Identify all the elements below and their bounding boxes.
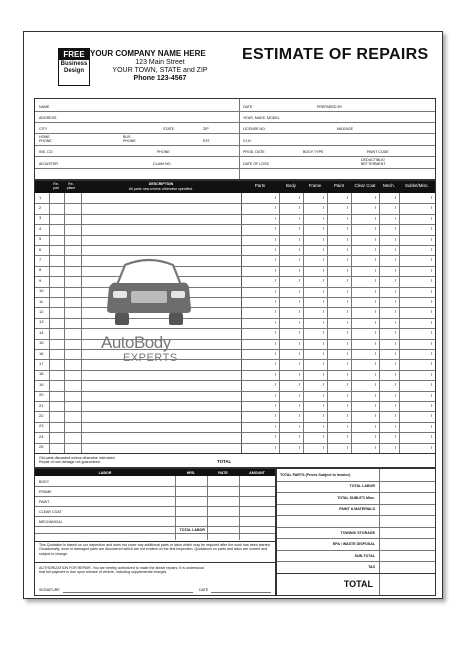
row-number: 20 (39, 392, 44, 398)
mileage-label: MILEAGE (337, 127, 353, 131)
company-address1: 123 Main Street (135, 59, 185, 66)
prod-date-label: PROD. DATE (243, 150, 265, 154)
labor-section (34, 468, 276, 542)
deductible-label: DEDUCTIBLE/ (361, 158, 385, 162)
total-line-field[interactable] (381, 539, 433, 549)
estimate-form (23, 31, 443, 599)
row-number: 2 (39, 204, 42, 210)
name-field[interactable] (55, 103, 235, 110)
col-sublet: Sublet/Misc. (405, 183, 429, 188)
watermark-experts: EXPERTS (123, 352, 178, 364)
paint-code-field[interactable] (393, 148, 433, 155)
labor-row-frame: FRAME (39, 490, 52, 494)
car-icon (103, 251, 195, 333)
row-number: 17 (39, 360, 44, 366)
ins-co-label: INS. CO. (39, 150, 54, 154)
labor-row-paint: PAINT (39, 500, 50, 504)
parts-total-label: TOTAL (217, 459, 232, 464)
parts-note-2: Repair of rust damage not guaranteed. (39, 460, 101, 464)
date-field[interactable] (257, 103, 307, 110)
row-number: 22 (39, 412, 44, 418)
row-number: 5 (39, 236, 42, 242)
labor-row-clear-coat: CLEAR COAT (39, 510, 62, 514)
badge-top: FREE (59, 49, 89, 60)
parts-table (34, 180, 436, 468)
deductible-field[interactable] (393, 159, 433, 167)
col-parts: Parts (254, 183, 266, 188)
row-number: 24 (39, 433, 44, 439)
address-field[interactable] (61, 114, 235, 121)
watermark-autobody: AutoBody (101, 333, 171, 352)
disclaimer-text: This Quotation is based on our inspection and does not cover any additional parts or labor which may be required after the work has been started. Occasionally, worn or damaged parts are discovered which are not evident on the first inspection. Quotations on parts and labor are current and subject to change. (39, 543, 271, 556)
row-number: 11 (39, 298, 44, 304)
city-label: CITY (39, 127, 48, 131)
labor-amount-header: AMOUNT (249, 470, 265, 475)
prod-date-field[interactable] (267, 148, 299, 155)
ins-phone-label: PHONE (157, 150, 170, 154)
authorization-text-1: AUTHORIZATION FOR REPAIR. You are hereby authorized to make the above repairs. It is understood (39, 566, 204, 570)
company-phone: Phone 123-4567 (133, 75, 187, 82)
row-number: 6 (39, 246, 42, 252)
authorization-text-2: that full payment is due upon release of vehicle, including supplemental charges. (39, 570, 168, 574)
total-labor-label: TOTAL LABOR (179, 528, 205, 532)
table-grid (35, 193, 435, 453)
badge-line3: Design (63, 68, 84, 74)
address-label: ADDRESS (39, 116, 57, 120)
row-number: 14 (39, 329, 44, 335)
ins-co-field[interactable] (55, 148, 153, 155)
row-number: 23 (39, 423, 44, 429)
date-label: DATE (243, 105, 253, 109)
disclaimer (34, 541, 276, 563)
total-line-field[interactable] (381, 493, 433, 503)
claim-no-field[interactable] (175, 159, 237, 167)
total-line-label: TOTAL PARTS (Prices Subject to Invoice) (280, 472, 351, 477)
prepared-by-label: PREPARED BY (317, 105, 343, 109)
license-no-field[interactable] (269, 125, 331, 132)
col-frame: Frame (308, 183, 322, 188)
parts-note-1: Old parts discarded unless otherwise instructed. (39, 456, 116, 460)
paint-code-label: PAINT CODE (367, 150, 389, 154)
adjuster-field[interactable] (61, 159, 149, 167)
bus-label: BUS (123, 135, 131, 139)
date-of-loss-field[interactable] (273, 159, 357, 167)
row-number: 1 (39, 194, 42, 200)
total-line-field[interactable] (381, 516, 433, 526)
home-phone-field[interactable] (59, 136, 117, 144)
claim-no-label: CLAIM NO. (153, 162, 172, 166)
row-number: 8 (39, 267, 42, 273)
col-repair: Re- pair (53, 182, 59, 190)
home-phone-label: PHONE (39, 139, 52, 143)
col-clear-coat: Clear Coat (354, 183, 376, 188)
total-line-label: TOWING/ STORAGE (340, 530, 375, 535)
total-line-field[interactable] (381, 528, 433, 538)
ins-phone-field[interactable] (175, 148, 237, 155)
total-line-label: EPA / WASTE DISPOSAL (332, 542, 375, 547)
row-number: 12 (39, 308, 44, 314)
city-field[interactable] (51, 125, 157, 132)
year-make-model-field[interactable] (283, 114, 433, 121)
row-number: 16 (39, 350, 44, 356)
bus-phone-label: PHONE (123, 139, 136, 143)
badge-line2: Business (60, 61, 88, 67)
labor-hrs-header: HRS. (186, 470, 196, 475)
total-line-label: TOTAL LABOR (349, 484, 375, 489)
row-number: 10 (39, 288, 44, 294)
row-number: 25 (39, 444, 44, 450)
signature-date-field[interactable] (211, 585, 271, 592)
ext-label: EXT (203, 139, 210, 143)
name-label: NAME (39, 105, 50, 109)
state-field[interactable] (177, 125, 199, 132)
col-description: DESCRIPTION (148, 182, 174, 186)
row-number: 4 (39, 225, 42, 231)
bus-phone-field[interactable] (139, 136, 201, 144)
col-mech: Mech. (383, 183, 395, 188)
zip-field[interactable] (211, 125, 237, 132)
date-of-loss-label: DATE OF LOSS (243, 162, 269, 166)
total-line-label: SUB-TOTAL (354, 553, 375, 558)
total-line-field[interactable] (381, 551, 433, 561)
vin-label: V.I.N. (243, 139, 252, 143)
mileage-field[interactable] (357, 125, 433, 132)
total-line-field[interactable] (381, 562, 433, 572)
free-badge (58, 48, 90, 86)
zip-label: ZIP (203, 127, 209, 131)
row-number: 9 (39, 277, 42, 283)
adjuster-label: ADJUSTER (39, 162, 58, 166)
ext-field[interactable] (213, 136, 237, 144)
state-label: STATE (163, 127, 175, 131)
signature-label: SIGNATURE (39, 588, 60, 592)
license-no-label: LICENSE NO. (243, 127, 266, 131)
year-make-model-label: YEAR, MAKE, MODEL (243, 116, 280, 120)
row-number: 21 (39, 402, 44, 408)
labor-rate-header: RATE (218, 470, 228, 475)
labor-row-body: BODY (39, 480, 50, 484)
body-type-field[interactable] (327, 148, 363, 155)
grand-total-field[interactable] (381, 575, 433, 593)
grand-total-label: TOTAL (343, 579, 373, 589)
row-number: 19 (39, 381, 44, 387)
vin-field[interactable] (257, 136, 433, 144)
col-paint: Paint (333, 183, 344, 188)
info-block (34, 98, 436, 180)
row-number: 18 (39, 371, 44, 377)
body-type-label: BODY TYPE (303, 150, 324, 154)
labor-header: LABOR (98, 470, 112, 475)
row-number: 15 (39, 340, 44, 346)
description-note: All parts new unless otherwise specified. (128, 187, 194, 191)
total-line-field[interactable] (381, 482, 433, 492)
totals-section (276, 468, 436, 596)
labor-row-mechanical: MECHANICAL (39, 520, 63, 524)
total-line-label: PAINT & MATERIALS (339, 507, 375, 512)
signature-date-label: DATE (199, 588, 209, 592)
row-number: 7 (39, 256, 42, 262)
company-name: YOUR COMPANY NAME HERE (90, 49, 206, 58)
total-line-label: TOTAL SUBLET/ Misc. (337, 495, 375, 500)
betterment-label: BETTERMENT (361, 162, 386, 166)
row-number: 13 (39, 319, 44, 325)
col-replace: Re- place (66, 182, 76, 190)
page-title: ESTIMATE OF REPAIRS (242, 46, 429, 63)
col-body: Body (285, 183, 296, 188)
signature-field[interactable] (63, 585, 193, 592)
prepared-by-field[interactable] (347, 103, 433, 110)
authorization (34, 562, 276, 596)
home-label: HOME (39, 135, 50, 139)
total-line-field[interactable] (381, 505, 433, 515)
total-line-label: TAX (368, 565, 375, 570)
total-line-field[interactable] (381, 470, 433, 480)
row-number: 3 (39, 215, 42, 221)
company-address2: YOUR TOWN, STATE and ZIP (112, 67, 208, 74)
